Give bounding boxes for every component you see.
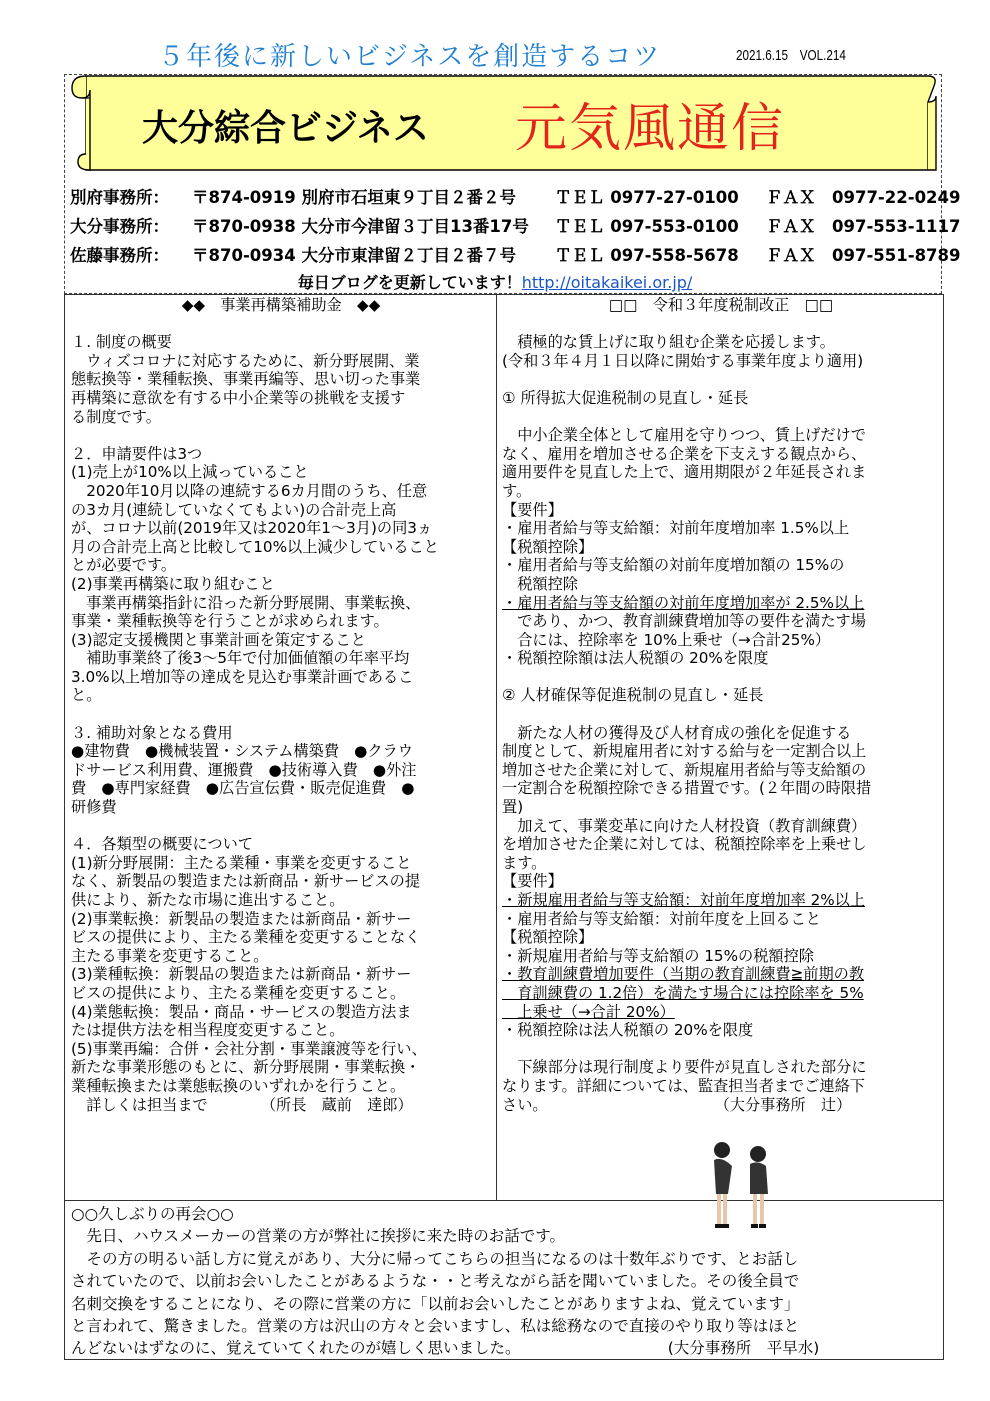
office-name: 別府事務所： bbox=[70, 188, 169, 207]
story-line: 先日、ハウスメーカーの営業の方が弊社に挨拶に来た時のお話です。 bbox=[71, 1227, 565, 1246]
left-line: が、コロナ以前(2019年又は2020年1～3月)の同3ヵ bbox=[71, 519, 433, 538]
left-line: 3.0%以上増加等の達成を見込む事業計画であるこ bbox=[71, 667, 414, 686]
left-line: とが必要です。 bbox=[71, 556, 177, 575]
right-line bbox=[502, 1040, 940, 1059]
story-line: されていたので、以前お会いしたことがあるような・・と考えながら話を聞いていました。その後全員で bbox=[71, 1272, 800, 1291]
right-line: ・新規雇用者給与等支給額の 15%の税額控除 bbox=[502, 946, 814, 965]
right-line: 加えて、事業変革に向けた人材投資（教育訓練費） bbox=[502, 816, 867, 835]
left-line: (1)売上が10%以上減っていること bbox=[71, 463, 309, 482]
blog-link[interactable]: http://oitakaikei.or.jp/ bbox=[521, 273, 693, 292]
right-line-underlined: ・雇用者給与等支給額の対前年度増加率が 2.5%以上 bbox=[502, 593, 865, 612]
story-line: 名刺交換をすることになり、その際に営業の方に「以前お会いしたことがありますよね、覚えています」 bbox=[71, 1294, 800, 1313]
office-address: 〒874-0919 別府市石垣東９丁目２番２号 bbox=[192, 188, 516, 207]
left-line: 事業再構築指針に沿った新分野展開、事業転換、 bbox=[71, 593, 421, 612]
office-name: 大分事務所： bbox=[70, 217, 169, 236]
right-line: 中小企業全体として雇用を守りつつ、賃上げだけで bbox=[502, 426, 866, 445]
right-line: 【税額控除】 bbox=[502, 928, 594, 947]
right-line bbox=[502, 370, 940, 389]
right-line: 増加させた企業に対して、新規雇用者給与等支給額の bbox=[502, 760, 867, 779]
right-line: ・税額控除額は法人税額の 20%を限度 bbox=[502, 649, 769, 668]
left-line: 月の合計売上高と比較して10%以上減少していること bbox=[71, 537, 439, 556]
banner-title: 大分綜合ビジネス bbox=[142, 108, 429, 149]
left-line bbox=[71, 817, 491, 836]
office-tel: ＴＥＬ 097-553-0100 bbox=[555, 217, 739, 236]
left-line: の3カ月(連続していなくてもよい)の合計売上高 bbox=[71, 500, 397, 519]
left-line: ビスの提供により、主たる業種を変更すること。 bbox=[71, 983, 406, 1002]
left-line: なく、新製品の製造または新商品・新サービスの提 bbox=[71, 872, 421, 891]
left-line: (5)事業再編：合併・会社分割・事業譲渡等を行い、 bbox=[71, 1039, 427, 1058]
blog-notice bbox=[0, 270, 990, 293]
right-line: ・税額控除は法人税額の 20%を限度 bbox=[502, 1021, 754, 1040]
left-line: と。 bbox=[71, 686, 102, 705]
left-line: 業種転換または業態転換のいずれかを行うこと。 bbox=[71, 1076, 406, 1095]
column-divider bbox=[496, 294, 497, 1200]
right-line: 【税額控除】 bbox=[502, 537, 594, 556]
office-name: 佐藤事務所： bbox=[70, 246, 169, 265]
left-line: 新たな事業形態のもとに、新分野展開・事業転換・ bbox=[71, 1058, 421, 1077]
banner-red-title: 元気風通信 bbox=[515, 99, 786, 159]
right-line: ② 人材確保等促進税制の見直し・延長 bbox=[502, 686, 764, 705]
left-line: ４．各類型の概要について bbox=[71, 835, 253, 854]
left-line: ドサービス利用費、運搬費 ●技術導入費 ●外注 bbox=[71, 760, 417, 779]
left-line: 主たる事業を変更すること。 bbox=[71, 946, 269, 965]
left-line: (3)認定支援機関と事業計画を策定すること bbox=[71, 630, 366, 649]
office-tel: ＴＥＬ 097-558-5678 bbox=[555, 246, 739, 265]
left-line: 2020年10月以降の連続する6カ月間のうち、任意 bbox=[71, 481, 428, 500]
right-line: ます。 bbox=[502, 853, 547, 872]
right-line: (令和３年４月１日以降に開始する事業年度より適用) bbox=[502, 351, 864, 370]
left-line: (4)業態転換：製品・商品・サービスの製造方法ま bbox=[71, 1002, 412, 1021]
tagline: ５年後に新しいビジネスを創造するコツ bbox=[158, 42, 662, 72]
right-line: ・雇用者給与等支給額：対前年度を上回ること bbox=[502, 909, 821, 928]
left-column-subsidy bbox=[71, 296, 491, 1114]
right-line bbox=[502, 315, 940, 334]
bottom-story bbox=[71, 1203, 939, 1360]
right-line bbox=[502, 705, 940, 724]
left-line: 再構築に意欲を有する中小企業等の挑戦を支援す bbox=[71, 388, 406, 407]
left-line: 事業・業種転換等を行うことが求められます。 bbox=[71, 612, 389, 631]
left-line: 費 ●専門家経費 ●広告宣伝費・販売促進費 ● bbox=[71, 779, 415, 798]
blog-text: 毎日ブログを更新しています！ bbox=[297, 273, 522, 292]
left-line: る制度です。 bbox=[71, 407, 161, 426]
right-line-signature: さい。 （大分事務所 辻） bbox=[502, 1095, 852, 1114]
left-line: (3)業種転換：新製品の製造または新商品・新サー bbox=[71, 965, 412, 984]
office-sato bbox=[70, 243, 961, 269]
office-beppu bbox=[70, 185, 961, 211]
office-fax: ＦＡＸ 0977-22-0249 bbox=[766, 188, 961, 207]
right-line bbox=[502, 408, 940, 427]
right-line-underlined: 育訓練費の 1.2倍）を満たす場合には控除率を 5% bbox=[502, 983, 864, 1002]
left-line: ●建物費 ●機械装置・システム構築費 ●クラウ bbox=[71, 742, 413, 761]
office-address: 〒870-0934 大分市東津留２丁目２番７号 bbox=[192, 246, 516, 265]
right-line: 置) bbox=[502, 798, 524, 817]
right-line: 【要件】 bbox=[502, 872, 563, 891]
left-line: ウィズコロナに対応するために、新分野展開、業 bbox=[71, 351, 420, 370]
office-address: 〒870-0938 大分市今津留３丁目13番17号 bbox=[192, 217, 529, 236]
left-line: 研修費 bbox=[71, 798, 117, 817]
left-line: (2)事業再構築に取り組むこと bbox=[71, 574, 275, 593]
office-tel: ＴＥＬ 0977-27-0100 bbox=[555, 188, 739, 207]
right-line: 合には、控除率を 10%上乗せ（→合計25%） bbox=[502, 630, 831, 649]
story-line: その方の明るい話し方に覚えがあり、大分に帰ってこちらの担当になるのは十数年ぶりです、とお話し bbox=[71, 1249, 799, 1268]
right-line-underlined: 上乗せ（→合計 20%） bbox=[502, 1002, 675, 1021]
issue-number: 2021.6.15 VOL.214 bbox=[736, 47, 846, 64]
right-line: 適用要件を見直した上で、適用期限が２年延長されま bbox=[502, 463, 867, 482]
left-line: 補助事業終了後3～5年で付加価値額の年率平均 bbox=[71, 649, 410, 668]
right-column-tax-reform bbox=[502, 296, 940, 1114]
left-line-signature: 詳しくは担当まで （所長 蔵前 達郎） bbox=[71, 1095, 413, 1114]
right-line: 新たな人材の獲得及び人材育成の強化を促進する bbox=[502, 723, 852, 742]
right-line: ① 所得拡大促進税制の見直し・延長 bbox=[502, 388, 749, 407]
story-heading: ○○久しぶりの再会○○ bbox=[71, 1205, 234, 1223]
left-line: (2)事業転換：新製品の製造または新商品・新サー bbox=[71, 909, 412, 928]
right-line: なく、雇用を増加させる企業を下支えする観点から、 bbox=[502, 444, 867, 463]
story-line: と言われて、驚きました。営業の方は沢山の方々と会いますし、私は総務なので直接のやり取り等はほと bbox=[71, 1317, 800, 1336]
left-line: ３. 補助対象となる費用 bbox=[71, 723, 233, 742]
left-line: たは提供方法を相当程度変更すること。 bbox=[71, 1021, 345, 1040]
right-line: 【要件】 bbox=[502, 500, 563, 519]
office-fax: ＦＡＸ 097-551-8789 bbox=[766, 246, 961, 265]
left-line: ２．申請要件は3つ bbox=[71, 444, 203, 463]
left-line bbox=[71, 315, 491, 334]
story-line: んどないはずなのに、覚えていてくれたのが嬉しく思いました。 (大分事務所 平早水) bbox=[71, 1339, 820, 1358]
right-line: ・雇用者給与等支給額：対前年度増加率 1.5%以上 bbox=[502, 519, 850, 538]
left-heading: ◆◆ 事業再構築補助金 ◆◆ bbox=[181, 296, 381, 314]
right-line: 制度として、新規雇用者に対する給与を一定割合以上 bbox=[502, 742, 867, 761]
right-line: であり、かつ、教育訓練費増加等の要件を満たす場 bbox=[502, 612, 866, 631]
right-line: 下線部分は現行制度より要件が見直しされた部分に bbox=[502, 1058, 867, 1077]
left-line: 供により、新たな市場に進出すること。 bbox=[71, 891, 345, 909]
left-line: (1)新分野展開：主たる業種・事業を変更すること bbox=[71, 853, 412, 872]
left-line bbox=[71, 426, 491, 445]
right-line: ・雇用者給与等支給額の対前年度増加額の 15%の bbox=[502, 556, 845, 575]
right-line: なります。詳細については、監査担当者までご連絡下 bbox=[502, 1076, 865, 1095]
right-line-underlined: ・新規雇用者給与等支給額：対前年度増加率 2%以上 bbox=[502, 891, 866, 909]
office-oita bbox=[70, 214, 961, 240]
right-line bbox=[502, 668, 940, 687]
right-line: す。 bbox=[502, 481, 532, 500]
section-divider bbox=[64, 1200, 944, 1201]
right-line: 一定割合を税額控除できる措置です。(２年間の時限措 bbox=[502, 779, 872, 798]
right-line: 積極的な賃上げに取り組む企業を応援します。 bbox=[502, 333, 835, 352]
right-line: を増加させた企業に対しては、税額控除率を上乗せし bbox=[502, 835, 867, 854]
left-line: ビスの提供により、主たる業種を変更することなく bbox=[71, 928, 421, 947]
office-fax: ＦＡＸ 097-553-1117 bbox=[766, 217, 961, 236]
right-line: 税額控除 bbox=[502, 574, 578, 593]
left-line: １. 制度の概要 bbox=[71, 333, 172, 352]
left-line: 態転換等・業種転換、事業再編等、思い切った事業 bbox=[71, 370, 421, 389]
left-line bbox=[71, 705, 491, 724]
right-line-underlined: ・教育訓練費増加要件（当期の教育訓練費≧前期の教 bbox=[502, 965, 865, 984]
right-heading: □□ 令和３年度税制改正 □□ bbox=[608, 296, 834, 314]
